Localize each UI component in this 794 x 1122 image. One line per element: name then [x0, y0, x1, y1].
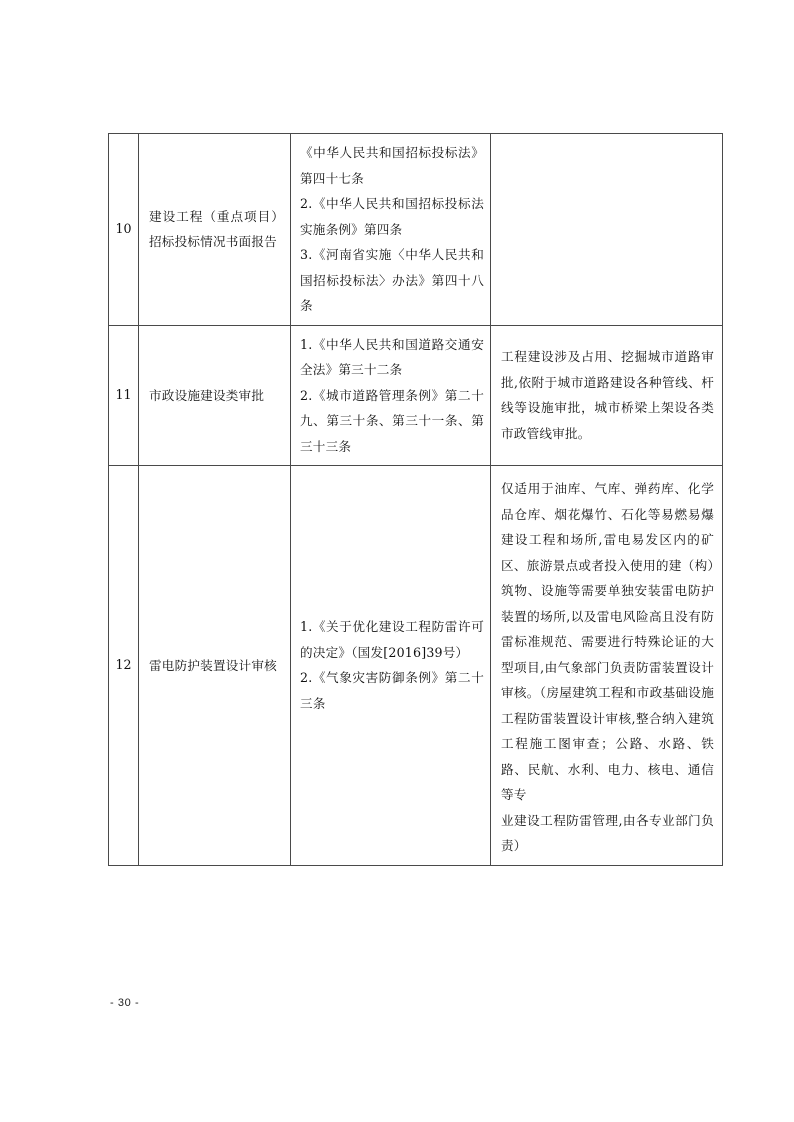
note-line: 仅适用于油库、气库、弹药库、化学品仓库、烟花爆竹、石化等易燃易爆建设工程和场所,雷电易发区内的矿区、旅游景点或者投入使用的建（构）筑物、设施等需要单独安装雷电防护装置的场所,以及雷电风险高且没有防雷标准规范、需要进行特殊论证的大型项目,由气象部门负责防雷装置设计审核。（房屋建筑工程和市政基础设施工程防雷装置设计审核,整合纳入建筑工程施工图审查；公路、水路、铁路、民航、水利、电力、核电、通信等专 [501, 481, 714, 802]
table-row [109, 466, 723, 866]
note-line: 业建设工程防雷管理,由各专业部门负责） [501, 812, 714, 853]
page-number: - 30 - [110, 997, 140, 1009]
basis-line: 2.《中华人民共和国招标投标法实施条例》第四条 [300, 196, 484, 237]
row-basis-cell [291, 325, 491, 466]
table-row [109, 325, 723, 466]
basis-line: 3.《河南省实施〈中华人民共和国招标投标法〉办法》第四十八条 [300, 247, 484, 313]
row-index-value: 12 [115, 657, 132, 673]
row-name-cell [139, 134, 291, 326]
row-basis-block [291, 608, 490, 722]
row-name-cell [139, 466, 291, 866]
basis-line: 《中华人民共和国招标投标法》第四十七条 [300, 145, 484, 186]
table-row [109, 134, 723, 326]
row-basis-cell [291, 466, 491, 866]
row-index-cell [109, 134, 139, 326]
approval-items-table [108, 133, 723, 866]
row-name-text: 建设工程（重点项目） 招标投标情况书面报告 [149, 208, 284, 250]
row-name-text: 市政设施建设类审批 [149, 387, 265, 403]
row-note-cell [491, 325, 723, 466]
row-note-cell [491, 134, 723, 326]
basis-line: 1.《中华人民共和国道路交通安全法》第三十二条 [300, 336, 484, 377]
row-index-cell [109, 466, 139, 866]
basis-line: 2.《气象灾害防御条例》第二十三条 [300, 670, 484, 711]
row-basis-cell [291, 134, 491, 326]
basis-line: 2.《城市道路管理条例》第二十九、第三十条、第三十一条、第三十三条 [300, 387, 484, 454]
basis-line: 1.《关于优化建设工程防雷许可的决定》（国发[2016]39号） [300, 619, 484, 660]
row-note-block [491, 466, 722, 865]
row-basis-block [291, 326, 490, 466]
row-index-value: 10 [115, 221, 132, 237]
row-basis-block [291, 134, 490, 325]
row-note-cell [491, 466, 723, 866]
row-name-cell [139, 325, 291, 466]
row-note-text: 工程建设涉及占用、挖掘城市道路审批,依附于城市道路建设各种管线、杆线等设施审批，城市桥梁上架设各类市政管线审批。 [501, 349, 714, 441]
row-name-text: 雷电防护装置设计审核 [149, 657, 277, 673]
row-index-cell [109, 325, 139, 466]
row-index-value: 11 [115, 387, 132, 403]
row-note-text [491, 223, 722, 235]
